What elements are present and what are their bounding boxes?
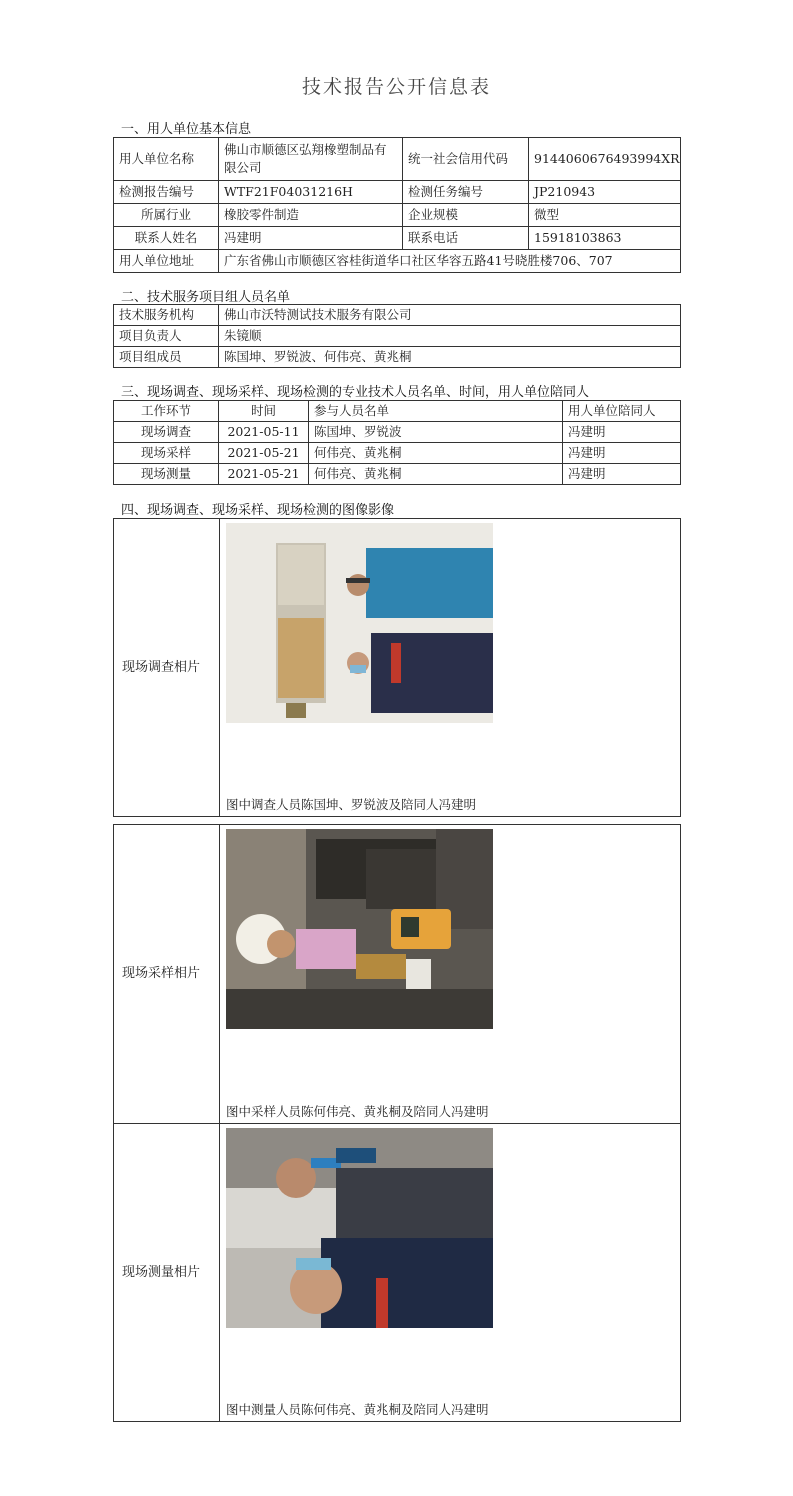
survey-photo bbox=[226, 523, 493, 723]
label-team-members: 项目组成员 bbox=[114, 347, 219, 368]
value-team-members: 陈国坤、罗锐波、何伟亮、黄兆桐 bbox=[219, 347, 681, 368]
photo-label-measurement: 现场测量相片 bbox=[114, 1124, 220, 1422]
label-task-number: 检测任务编号 bbox=[403, 181, 529, 204]
section-2-heading: 二、技术服务项目组人员名单 bbox=[121, 290, 291, 305]
value-phone: 15918103863 bbox=[529, 227, 681, 250]
employer-info-table bbox=[113, 137, 681, 273]
sampling-photo bbox=[226, 829, 493, 1029]
table-row bbox=[114, 305, 681, 326]
header-date: 时间 bbox=[219, 401, 309, 422]
table-row bbox=[114, 138, 681, 181]
value-project-lead: 朱镜顺 bbox=[219, 326, 681, 347]
cell-participants: 何伟亮、黄兆桐 bbox=[309, 464, 563, 485]
label-phone: 联系电话 bbox=[403, 227, 529, 250]
cell-participants: 陈国坤、罗锐波 bbox=[309, 422, 563, 443]
value-task-number: JP210943 bbox=[529, 181, 681, 204]
cell-stage: 现场调查 bbox=[114, 422, 219, 443]
photo-caption-sampling: 图中采样人员陈何伟亮、黄兆桐及陪同人冯建明 bbox=[226, 1104, 489, 1119]
photo-table-survey bbox=[113, 518, 681, 817]
header-participants: 参与人员名单 bbox=[309, 401, 563, 422]
label-contact-name: 联系人姓名 bbox=[114, 227, 219, 250]
cell-participants: 何伟亮、黄兆桐 bbox=[309, 443, 563, 464]
cell-date: 2021-05-21 bbox=[219, 464, 309, 485]
label-report-number: 检测报告编号 bbox=[114, 181, 219, 204]
cell-escort: 冯建明 bbox=[563, 464, 681, 485]
photo-caption-measurement: 图中测量人员陈何伟亮、黄兆桐及陪同人冯建明 bbox=[226, 1402, 489, 1417]
table-row bbox=[114, 204, 681, 227]
cell-stage: 现场测量 bbox=[114, 464, 219, 485]
cell-date: 2021-05-11 bbox=[219, 422, 309, 443]
page-title: 技术报告公开信息表 bbox=[301, 76, 491, 98]
value-contact-name: 冯建明 bbox=[219, 227, 403, 250]
table-row bbox=[114, 326, 681, 347]
value-scale: 微型 bbox=[529, 204, 681, 227]
field-work-table bbox=[113, 400, 681, 485]
label-service-org: 技术服务机构 bbox=[114, 305, 219, 326]
label-employer-name: 用人单位名称 bbox=[114, 138, 219, 181]
value-employer-name: 佛山市顺德区弘翔橡塑制品有限公司 bbox=[219, 138, 403, 181]
header-escort: 用人单位陪同人 bbox=[563, 401, 681, 422]
value-credit-code: 9144060676493994XR bbox=[529, 138, 681, 181]
table-row bbox=[114, 347, 681, 368]
label-address: 用人单位地址 bbox=[114, 250, 219, 273]
cell-escort: 冯建明 bbox=[563, 443, 681, 464]
photo-table-sampling bbox=[113, 824, 681, 1422]
label-scale: 企业规模 bbox=[403, 204, 529, 227]
section-4-heading: 四、现场调查、现场采样、现场检测的图像影像 bbox=[121, 503, 395, 518]
cell-date: 2021-05-21 bbox=[219, 443, 309, 464]
table-row bbox=[114, 443, 681, 464]
section-1-heading: 一、用人单位基本信息 bbox=[121, 122, 252, 137]
photo-label-sampling: 现场采样相片 bbox=[114, 825, 220, 1124]
cell-stage: 现场采样 bbox=[114, 443, 219, 464]
table-row bbox=[114, 422, 681, 443]
value-industry: 橡胶零件制造 bbox=[219, 204, 403, 227]
table-row bbox=[114, 464, 681, 485]
table-row bbox=[114, 250, 681, 273]
label-industry: 所属行业 bbox=[114, 204, 219, 227]
value-service-org: 佛山市沃特测试技术服务有限公司 bbox=[219, 305, 681, 326]
measurement-photo bbox=[226, 1128, 493, 1328]
header-stage: 工作环节 bbox=[114, 401, 219, 422]
table-header-row bbox=[114, 401, 681, 422]
value-report-number: WTF21F04031216H bbox=[219, 181, 403, 204]
photo-label-survey: 现场调查相片 bbox=[114, 519, 220, 817]
table-row bbox=[114, 227, 681, 250]
project-team-table bbox=[113, 304, 681, 368]
label-credit-code: 统一社会信用代码 bbox=[403, 138, 529, 181]
table-row bbox=[114, 181, 681, 204]
value-address: 广东省佛山市顺德区容桂街道华口社区华容五路41号晓胜楼706、707 bbox=[219, 250, 681, 273]
label-project-lead: 项目负责人 bbox=[114, 326, 219, 347]
photo-caption-survey: 图中调查人员陈国坤、罗锐波及陪同人冯建明 bbox=[226, 797, 477, 812]
section-3-heading: 三、现场调查、现场采样、现场检测的专业技术人员名单、时间，用人单位陪同人 bbox=[121, 385, 590, 400]
cell-escort: 冯建明 bbox=[563, 422, 681, 443]
